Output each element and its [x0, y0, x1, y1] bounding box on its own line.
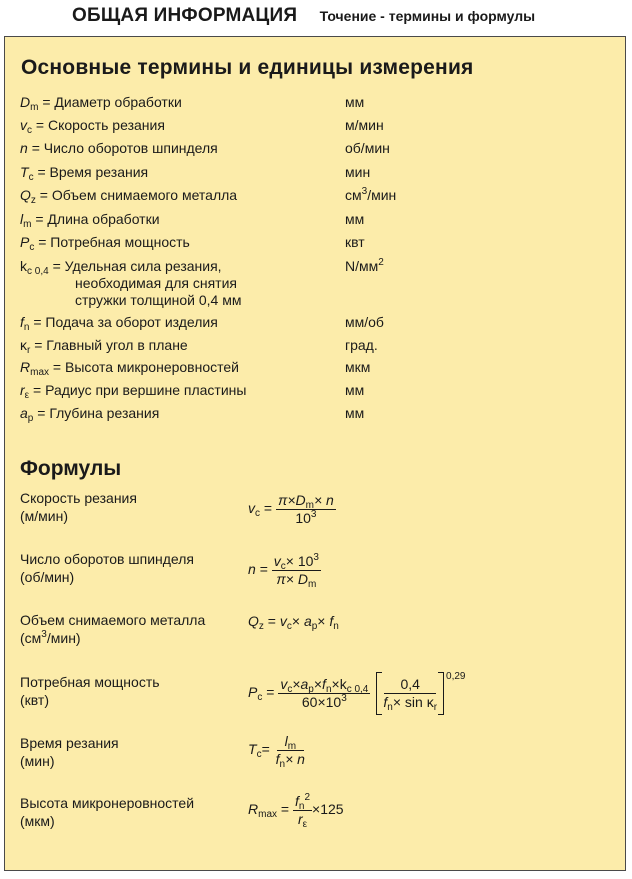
num-sup: 3 — [313, 552, 319, 563]
fraction — [274, 733, 307, 768]
numerator — [276, 492, 336, 510]
times: × — [317, 613, 326, 629]
bd-tail: × sin — [392, 693, 423, 710]
num-a: l — [284, 733, 288, 749]
formula-label-text: Потребная мощность — [20, 674, 160, 690]
term-sub: m — [23, 219, 32, 230]
term-sub: c — [29, 242, 35, 253]
bracket-denominator — [381, 694, 439, 711]
term-unit: град. — [345, 337, 378, 353]
fraction — [278, 676, 370, 711]
num-a-sub: c — [287, 683, 293, 695]
term-row — [20, 140, 218, 157]
num-b-sub: p — [308, 683, 314, 695]
numerator — [277, 733, 304, 751]
formula-n — [248, 553, 321, 588]
term-symbol: k — [20, 258, 27, 274]
term-row — [20, 164, 148, 181]
tail: ×125 — [312, 801, 344, 818]
formula-label — [20, 734, 119, 770]
num-a-sub: n — [298, 801, 305, 812]
times: × — [291, 613, 301, 629]
term-unit — [345, 187, 396, 204]
formula-p — [248, 671, 466, 715]
factor-a-sub: c — [286, 621, 292, 632]
lhs-sub: c — [255, 508, 260, 520]
denominator — [293, 510, 318, 527]
num-a-sub: m — [305, 500, 314, 511]
term-unit: мм — [345, 405, 365, 421]
term-row — [20, 117, 165, 134]
factor-c-sub: n — [333, 621, 339, 632]
term-symbol: κ — [20, 337, 27, 353]
formula-label-unit-post: /мин) — [46, 630, 81, 646]
den-tail: × n — [285, 751, 305, 767]
term-row — [20, 382, 246, 399]
formula-vc — [248, 492, 336, 527]
term-sub: n — [23, 322, 30, 333]
term-unit: мкм — [345, 359, 371, 375]
lhs-sub: z — [258, 621, 264, 632]
unit-tail: /мин — [367, 187, 397, 203]
term-row — [20, 405, 159, 422]
formula-label-unit: (см — [20, 630, 42, 646]
term-unit: об/мин — [345, 140, 390, 156]
factor-b: a — [303, 613, 312, 629]
bracket-fraction — [381, 676, 439, 711]
term-symbol: v — [20, 117, 27, 133]
numerator — [272, 553, 321, 571]
term-symbol: l — [20, 211, 24, 227]
fraction — [272, 553, 321, 588]
unit-base: N/мм — [345, 258, 379, 274]
num-c-sub: n — [325, 683, 332, 695]
term-sub: r — [27, 345, 31, 356]
term-symbol: n — [20, 140, 28, 156]
formulas-title: Формулы — [20, 457, 122, 480]
term-text: = Высота микронеровностей — [52, 359, 240, 375]
formula-label — [20, 794, 194, 830]
numerator — [293, 793, 312, 811]
term-symbol: f — [20, 314, 24, 330]
term-text: = Объем снимаемого металла — [39, 187, 238, 203]
term-sub: ε — [24, 390, 30, 401]
term-text: = Длина обработки — [35, 211, 160, 227]
num-a: f — [295, 793, 299, 809]
den-sub: ε — [302, 819, 308, 830]
formula-label — [20, 611, 205, 647]
term-text: = Глубина резания — [37, 405, 160, 421]
bd-a-sub: n — [387, 701, 393, 713]
page-header — [72, 5, 535, 27]
equals: = — [259, 561, 268, 578]
formula-label — [20, 489, 137, 525]
formula-label-text: Число оборотов шпинделя — [20, 551, 194, 567]
formula-label-text: Высота микронеровностей — [20, 795, 195, 811]
denominator — [296, 811, 309, 828]
formula-r — [248, 793, 344, 828]
formula-label-unit: (мкм) — [20, 813, 55, 829]
num-d-sub: c 0,4 — [346, 683, 369, 695]
times: × — [292, 675, 301, 692]
lhs-sub: c — [257, 692, 263, 703]
header-title: ОБЩАЯ ИНФОРМАЦИЯ — [72, 5, 298, 26]
term-row — [20, 187, 237, 204]
num-tail: × n — [313, 492, 334, 508]
bd-k: κ — [426, 693, 434, 710]
formula-label-unit: (об/мин) — [20, 569, 75, 585]
num-a: π×D — [277, 492, 306, 508]
term-unit: мин — [345, 164, 371, 180]
formula-label-text: Скорость резания — [20, 490, 137, 506]
header-subtitle: Точение - термины и формулы — [319, 8, 536, 24]
num-a: v — [280, 675, 288, 692]
lhs: Q — [248, 613, 259, 629]
terms-title: Основные термины и единицы измерения — [21, 56, 474, 79]
term-row — [20, 211, 160, 228]
term-unit: квт — [345, 234, 365, 250]
term-unit: мм — [345, 211, 365, 227]
num-b: a — [300, 675, 309, 692]
denominator — [300, 694, 349, 711]
term-symbol: a — [20, 405, 28, 421]
formula-q — [248, 613, 339, 632]
times: × — [331, 675, 340, 692]
den-sub: m — [307, 579, 317, 590]
term-symbol: P — [20, 234, 30, 250]
lhs: R — [248, 801, 259, 818]
den: 10 — [295, 510, 311, 526]
lhs: v — [248, 500, 255, 517]
term-sub: p — [27, 413, 34, 424]
lhs-sub: c — [256, 749, 262, 761]
equals: = — [261, 741, 270, 758]
den: π× D — [276, 571, 308, 587]
denominator — [274, 751, 307, 768]
bracket-numerator: 0,4 — [384, 676, 435, 694]
den-sup: 3 — [341, 692, 347, 704]
term-symbol: D — [20, 94, 31, 110]
num-sup: 2 — [304, 792, 311, 803]
term-row — [20, 94, 182, 111]
term-text: = Радиус при вершине пластины — [33, 382, 247, 398]
term-unit: м/мин — [345, 117, 384, 133]
formula-label — [20, 673, 160, 709]
term-text: = Скорость резания — [35, 117, 165, 133]
denominator — [274, 571, 318, 588]
term-symbol: Q — [20, 187, 31, 203]
term-unit: мм — [345, 382, 365, 398]
term-sub: c — [27, 125, 32, 136]
term-row — [20, 314, 218, 331]
den: f — [275, 751, 280, 767]
lhs-sub: max — [258, 809, 278, 821]
term-symbol: R — [20, 359, 31, 375]
den: 60×10 — [301, 693, 342, 710]
term-symbol: T — [20, 164, 29, 180]
exponent: 0,29 — [446, 671, 466, 682]
formula-label-text: Объем снимаемого металла — [20, 612, 206, 628]
formula-label-unit: (м/мин) — [20, 508, 69, 524]
term-row — [20, 258, 241, 309]
info-panel — [4, 36, 626, 871]
equals: = — [280, 801, 290, 818]
formula-label — [20, 550, 194, 586]
term-text: = Диаметр обработки — [42, 94, 182, 110]
times: × — [313, 675, 323, 692]
term-sub: z — [30, 195, 36, 206]
term-text-line2: необходимая для снятия — [75, 275, 237, 291]
lhs: P — [248, 684, 258, 700]
term-row — [20, 337, 188, 354]
factor-b-sub: p — [311, 621, 318, 632]
term-text: = Потребная мощность — [38, 234, 190, 250]
num-a-sub: c — [280, 561, 286, 572]
term-text: = Число оборотов шпинделя — [31, 140, 218, 156]
term-text: = Главный угол в плане — [34, 337, 188, 353]
unit-base: см — [345, 187, 362, 203]
term-sub: max — [30, 367, 50, 378]
fraction — [293, 793, 312, 828]
unit-sup: 3 — [361, 186, 368, 197]
term-symbol: r — [20, 382, 25, 398]
lhs: T — [248, 741, 257, 758]
numerator — [278, 676, 370, 694]
equals: = — [263, 500, 273, 517]
equals: = — [266, 684, 275, 700]
factor-c: f — [329, 613, 334, 629]
bracket — [376, 672, 444, 715]
term-unit: мм — [345, 94, 365, 110]
term-row — [20, 359, 239, 376]
num-a-sub: m — [287, 741, 297, 752]
term-sub: c 0,4 — [27, 266, 49, 277]
term-unit — [345, 258, 384, 275]
den-sub: n — [279, 759, 286, 770]
formula-label-unit-sup: 3 — [41, 629, 47, 640]
lhs: n — [248, 561, 256, 578]
bd-k-sub: r — [433, 701, 438, 713]
term-text: = Удельная сила резания, — [52, 258, 222, 274]
formula-label-unit: (мин) — [20, 753, 55, 769]
term-sub: c — [28, 172, 34, 183]
num-a: v — [273, 553, 281, 569]
den: r — [297, 811, 303, 827]
num-tail: × 10 — [285, 553, 314, 569]
formula-t — [248, 733, 307, 768]
term-text: = Время резания — [37, 164, 149, 180]
term-sub: m — [30, 102, 39, 113]
equals: = — [267, 613, 276, 629]
term-unit: мм/об — [345, 314, 384, 330]
unit-sup: 2 — [378, 257, 384, 268]
term-row — [20, 234, 190, 251]
formula-label-unit: (квт) — [20, 692, 49, 708]
num-d: k — [339, 675, 347, 692]
den-sup: 3 — [310, 509, 317, 520]
factor-a: v — [279, 613, 287, 629]
fraction — [276, 492, 336, 527]
formula-label-text: Время резания — [20, 735, 119, 751]
term-text-line3: стружки толщиной 0,4 мм — [75, 292, 242, 308]
num-c: f — [322, 675, 326, 692]
bd-a: f — [383, 693, 388, 710]
term-text: = Подача за оборот изделия — [33, 314, 218, 330]
